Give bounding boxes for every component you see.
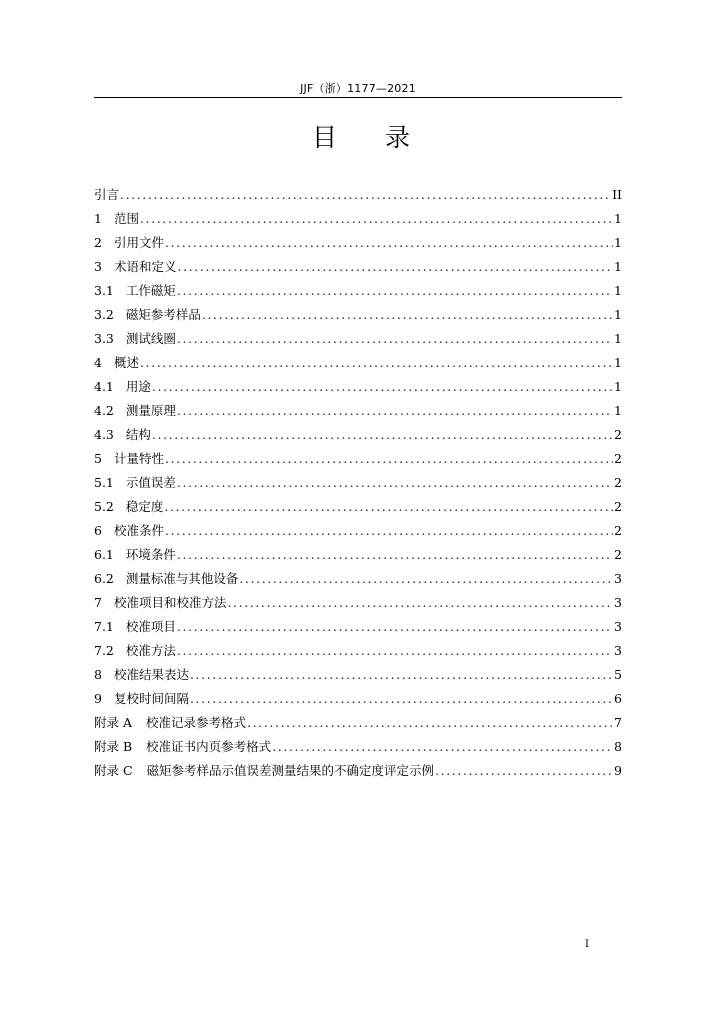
toc-entry-number: 5: [94, 451, 102, 466]
toc-leader-dots: [140, 207, 613, 231]
toc-leader-dots: [165, 447, 613, 471]
toc-entry-title: 校准证书内页参考格式: [146, 739, 272, 754]
toc-entry[interactable]: [94, 591, 622, 615]
toc-entry[interactable]: [94, 687, 622, 711]
toc-entry-number: 2: [94, 235, 102, 250]
toc-entry-title: 测试线圈: [125, 331, 176, 346]
toc-entry-page: 9: [614, 763, 622, 778]
toc-entry-number: 4.2: [94, 403, 114, 418]
toc-leader-dots: [190, 663, 613, 687]
toc-entry-title: 校准项目和校准方法: [113, 595, 227, 610]
toc-leader-dots: [435, 759, 613, 783]
toc-entry[interactable]: [94, 495, 622, 519]
toc-entry-page: 1: [614, 379, 622, 394]
toc-entry[interactable]: [94, 375, 622, 399]
toc-entry[interactable]: [94, 543, 622, 567]
toc-leader-dots: [202, 303, 613, 327]
toc-leader-dots: [165, 519, 613, 543]
toc-entry-page: 1: [614, 235, 622, 250]
toc-entry[interactable]: [94, 327, 622, 351]
toc-entry-title: 校准条件: [113, 523, 164, 538]
toc-leader-dots: [177, 615, 613, 639]
toc-entry-number: 3.3: [94, 331, 114, 346]
toc-entry-number: 附录 C: [94, 763, 133, 778]
toc-entry-title: 术语和定义: [113, 259, 177, 274]
toc-entry-page: 2: [614, 523, 622, 538]
toc-entry[interactable]: [94, 447, 622, 471]
toc-entry-title: 示值误差: [125, 475, 176, 490]
toc-entry-number: 4: [94, 355, 102, 370]
page-title: [0, 118, 724, 154]
toc-entry-number: 附录 A: [94, 715, 133, 730]
toc-leader-dots: [177, 471, 613, 495]
toc-leader-dots: [140, 351, 613, 375]
toc-entry-number: 6.1: [94, 547, 114, 562]
toc-entry[interactable]: [94, 519, 622, 543]
toc-entry-title: 工作磁矩: [125, 283, 176, 298]
toc-entry-title: 磁矩参考样品: [125, 307, 201, 322]
toc-entry-number: 附录 B: [94, 739, 133, 754]
toc-entry-title: 复校时间间隔: [113, 691, 189, 706]
page-number: I: [585, 939, 589, 950]
toc-entry[interactable]: [94, 183, 622, 207]
toc-entry-number: 3.2: [94, 307, 114, 322]
toc-leader-dots: [177, 279, 613, 303]
toc-entry[interactable]: [94, 207, 622, 231]
toc-entry-title: 范围: [113, 211, 139, 226]
toc-entry-title: 用途: [125, 379, 151, 394]
title-char-left: 目: [311, 123, 339, 152]
toc-entry[interactable]: [94, 711, 622, 735]
toc-entry[interactable]: [94, 615, 622, 639]
toc-entry-page: 2: [614, 475, 622, 490]
toc-entry-number: 3.1: [94, 283, 114, 298]
toc-entry-title: 概述: [113, 355, 139, 370]
toc-entry-page: 2: [614, 547, 622, 562]
toc-entry-number: 5.2: [94, 499, 114, 514]
toc-entry-title: 校准结果表达: [113, 667, 189, 682]
toc-entry[interactable]: [94, 663, 622, 687]
toc-entry-title: 结构: [125, 427, 151, 442]
toc-entry-page: II: [612, 187, 622, 202]
toc-entry[interactable]: [94, 255, 622, 279]
toc-entry-page: 8: [614, 739, 622, 754]
toc-entry-number: 5.1: [94, 475, 114, 490]
toc-leader-dots: [190, 687, 613, 711]
toc-entry-page: 2: [614, 499, 622, 514]
toc-leader-dots: [165, 231, 613, 255]
toc-entry-number: 1: [94, 211, 102, 226]
toc-entry[interactable]: [94, 471, 622, 495]
toc-entry-page: 2: [614, 451, 622, 466]
toc-leader-dots: [164, 495, 613, 519]
toc-entry-number: 7: [94, 595, 102, 610]
toc-entry-page: 6: [614, 691, 622, 706]
toc-entry[interactable]: [94, 351, 622, 375]
toc-entry-page: 5: [614, 667, 622, 682]
toc-entry[interactable]: [94, 399, 622, 423]
toc-entry[interactable]: [94, 759, 622, 783]
toc-leader-dots: [152, 423, 613, 447]
toc-entry-page: 3: [614, 619, 622, 634]
toc-leader-dots: [177, 639, 613, 663]
toc-entry-page: 2: [614, 427, 622, 442]
toc-entry-title: 稳定度: [125, 499, 164, 514]
toc-entry[interactable]: [94, 279, 622, 303]
toc-leader-dots: [239, 567, 613, 591]
toc-leader-dots: [120, 183, 611, 207]
toc-leader-dots: [227, 591, 613, 615]
toc-entry-title: 测量原理: [125, 403, 176, 418]
toc-entry-page: 1: [614, 211, 622, 226]
toc-entry[interactable]: [94, 567, 622, 591]
toc-entry-page: 1: [614, 259, 622, 274]
toc-entry[interactable]: [94, 231, 622, 255]
toc-entry-title: 测量标准与其他设备: [125, 571, 239, 586]
toc-entry-number: 6.2: [94, 571, 114, 586]
toc-entry-title: 校准方法: [125, 643, 176, 658]
toc-leader-dots: [272, 735, 613, 759]
toc-entry-page: 1: [614, 283, 622, 298]
toc-entry[interactable]: [94, 423, 622, 447]
toc-entry-page: 3: [614, 595, 622, 610]
toc-entry-page: 1: [614, 355, 622, 370]
toc-entry-title: 引用文件: [113, 235, 164, 250]
toc-entry-page: 3: [614, 571, 622, 586]
toc-entry-number: 8: [94, 667, 102, 682]
toc-entry[interactable]: [94, 639, 622, 663]
toc-entry-title: 计量特性: [113, 451, 164, 466]
toc-leader-dots: [247, 711, 613, 735]
toc-leader-dots: [177, 255, 613, 279]
header-rule: [94, 97, 622, 98]
toc-entry-title: 环境条件: [125, 547, 176, 562]
toc-leader-dots: [177, 327, 613, 351]
toc-leader-dots: [177, 543, 613, 567]
toc-entry[interactable]: [94, 735, 622, 759]
title-char-right: 录: [385, 123, 413, 152]
toc-entry-page: 1: [614, 307, 622, 322]
toc-entry-number: 9: [94, 691, 102, 706]
toc-entry-number: 6: [94, 523, 102, 538]
toc-entry-number: 3: [94, 259, 102, 274]
toc-entry-page: 7: [614, 715, 622, 730]
toc-entry-title: 引言: [94, 187, 120, 202]
toc-entry-title: 校准记录参考格式: [146, 715, 247, 730]
table-of-contents: [94, 183, 622, 783]
toc-leader-dots: [177, 399, 613, 423]
document-header: JJF（浙）1177—2021: [300, 82, 416, 95]
toc-entry-title: 磁矩参考样品示值误差测量结果的不确定度评定示例: [146, 763, 435, 778]
toc-entry-page: 1: [614, 331, 622, 346]
toc-entry-number: 7.1: [94, 619, 114, 634]
toc-entry-page: 3: [614, 643, 622, 658]
toc-leader-dots: [152, 375, 613, 399]
toc-entry-number: 4.1: [94, 379, 114, 394]
toc-entry-number: 4.3: [94, 427, 114, 442]
toc-entry[interactable]: [94, 303, 622, 327]
toc-entry-page: 1: [614, 403, 622, 418]
toc-entry-number: 7.2: [94, 643, 114, 658]
toc-entry-title: 校准项目: [125, 619, 176, 634]
